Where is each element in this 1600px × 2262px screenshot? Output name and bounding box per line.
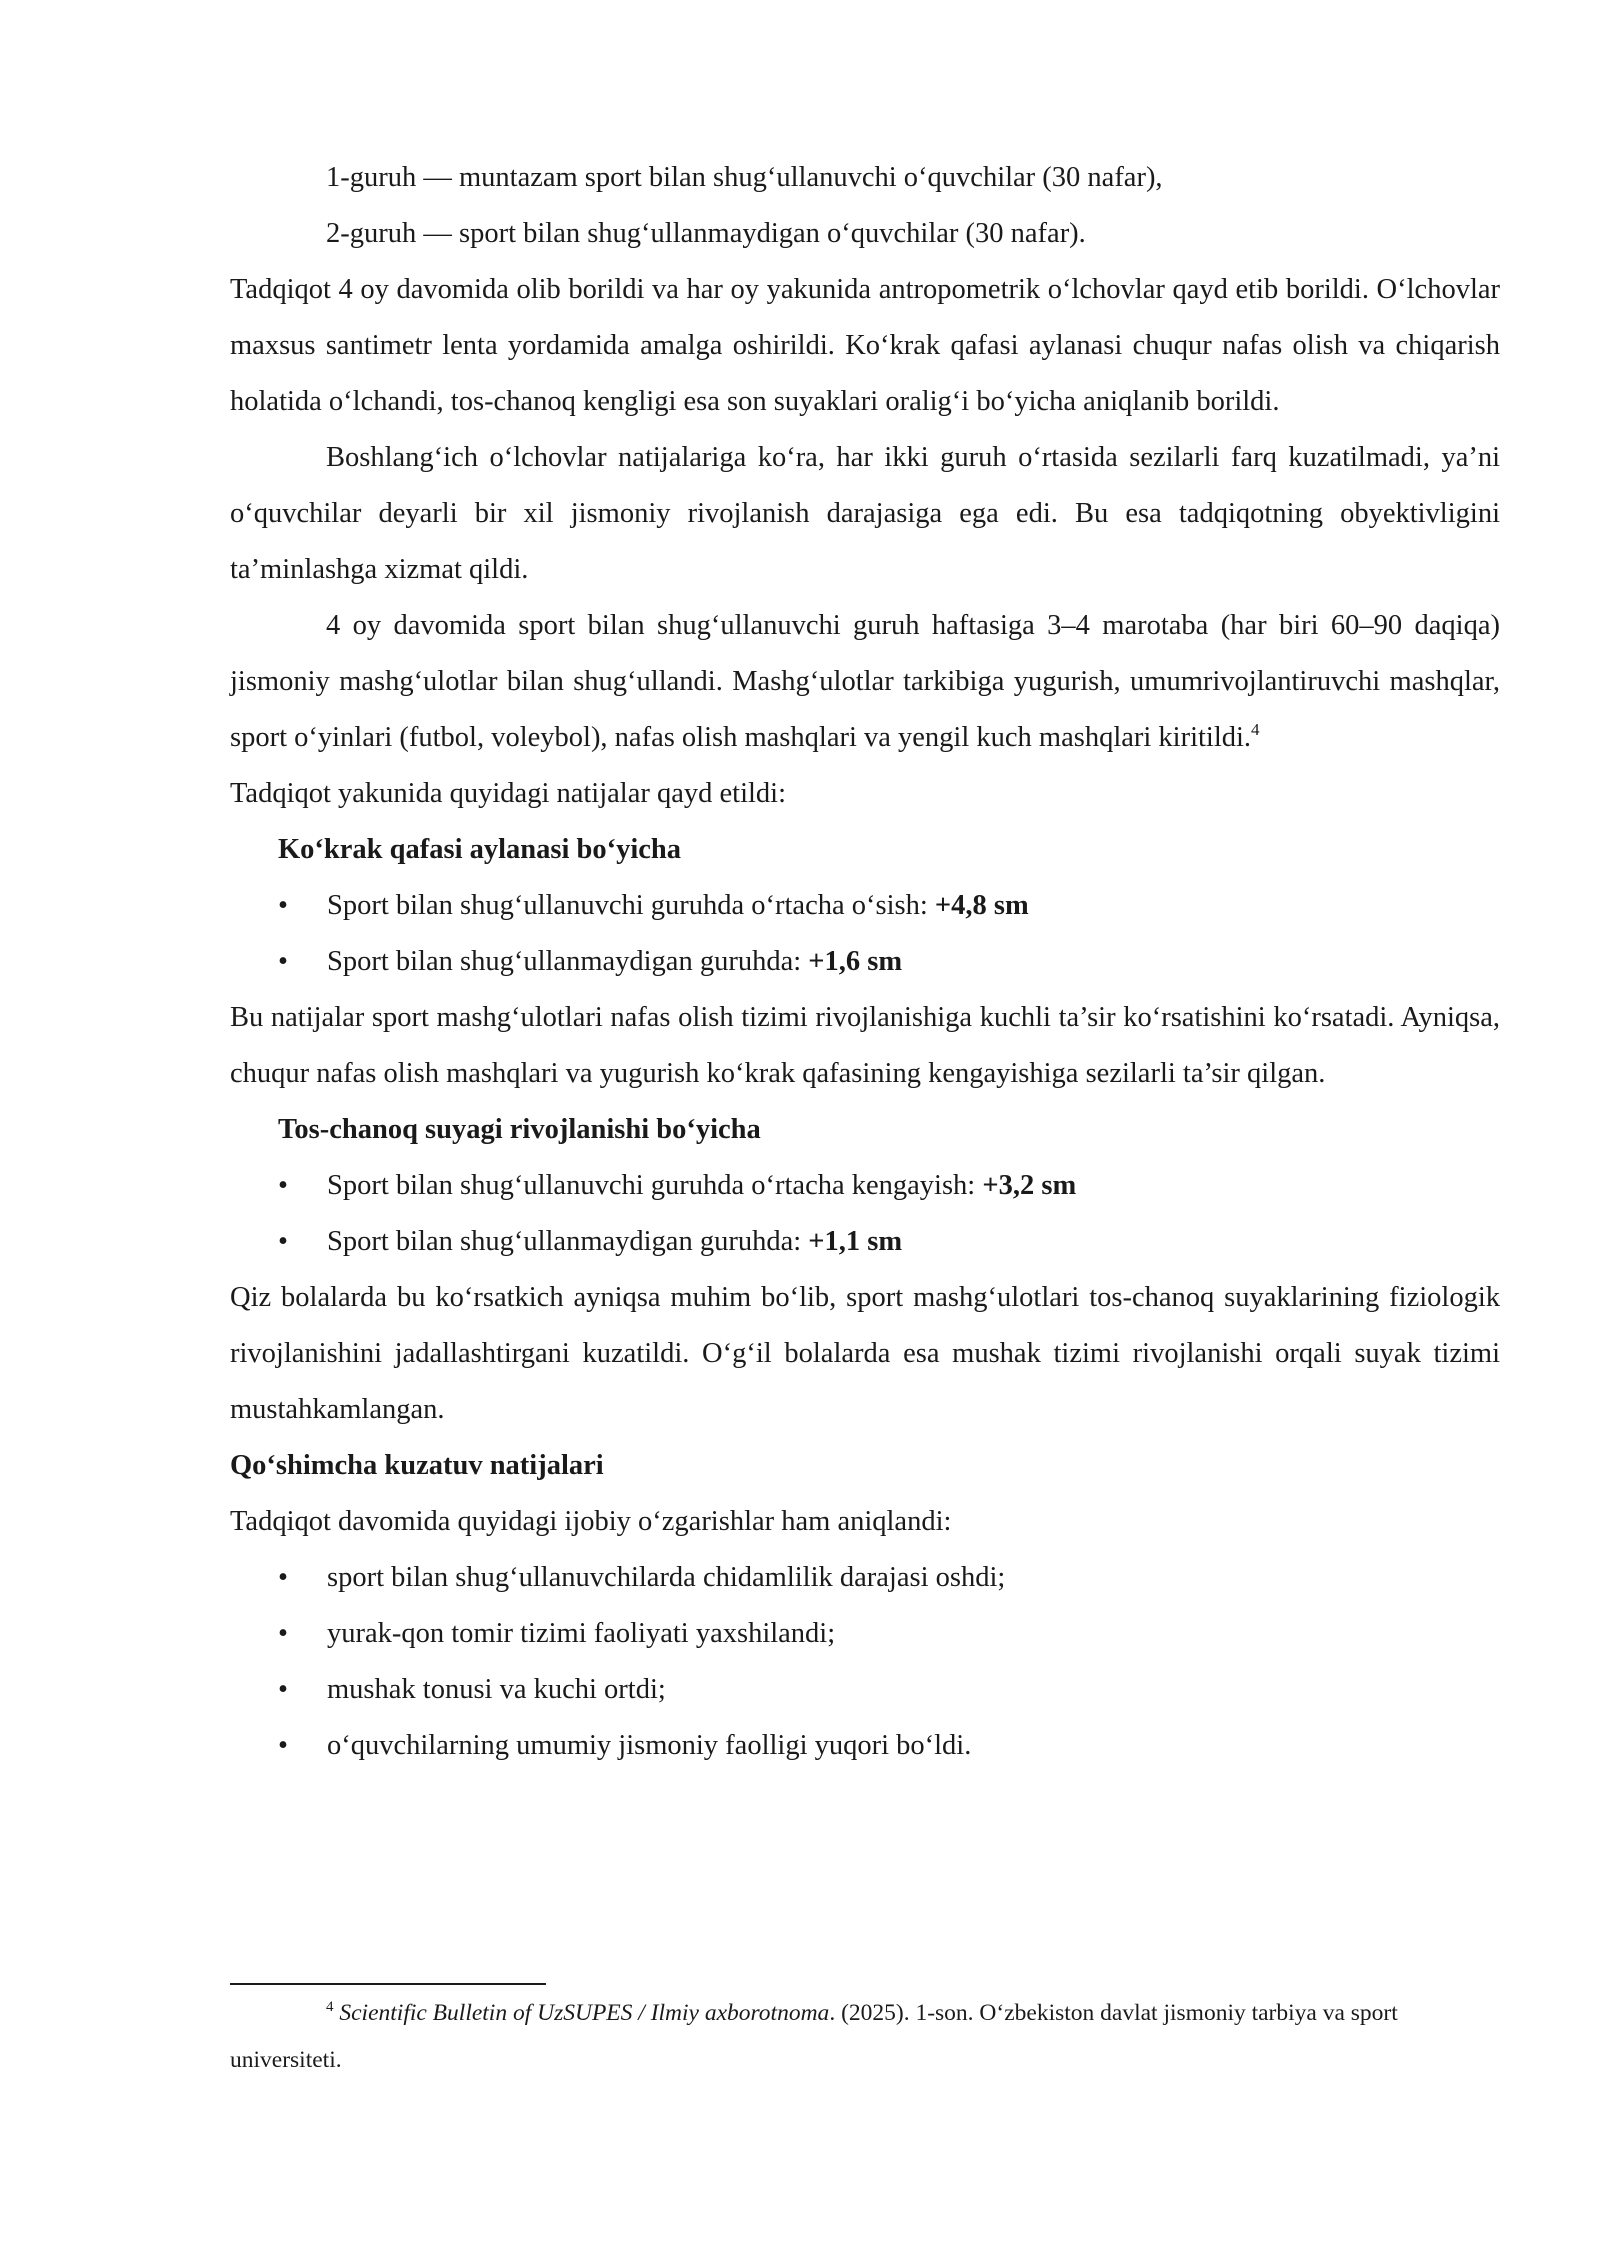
list-item-text: Sport bilan shug‘ullanmaydigan guruhda:: [327, 946, 809, 977]
bullet-icon: •: [278, 1170, 288, 1201]
chest-section-heading: Ko‘krak qafasi aylanasi bo‘yicha: [278, 834, 682, 865]
footnote: [230, 1990, 1500, 2084]
bullet-icon: •: [278, 946, 288, 977]
list-item: [230, 1662, 1500, 1718]
list-item-text: o‘quvchilarning umumiy jismoniy faolligi yuqori bo‘ldi.: [327, 1730, 972, 1761]
list-item-text: mushak tonusi va kuchi ortdi;: [327, 1674, 666, 1705]
list-item: [230, 878, 1500, 934]
bullet-icon: •: [278, 1562, 288, 1593]
bullet-icon: •: [278, 1618, 288, 1649]
extra-intro: Tadqiqot davomida quyidagi ijobiy o‘zgarishlar ham aniqlandi:: [230, 1506, 952, 1537]
paragraph-results-intro: Tadqiqot yakunida quyidagi natijalar qayd etildi:: [230, 778, 786, 809]
extra-section-heading: Qo‘shimcha kuzatuv natijalari: [230, 1450, 604, 1481]
chest-conclusion: Bu natijalar sport mashg‘ulotlari nafas olish tizimi rivojlanishiga kuchli ta’sir ko‘rsatishini ko‘rsatadi. Ayniqsa, chuqur nafas olish mashqlari va yugurish ko‘krak qafasining kengayishiga sezilarli ta’sir qilgan.: [230, 1002, 1500, 1089]
group-2-line: 2-guruh — sport bilan shug‘ullanmaydigan o‘quvchilar (30 nafar).: [326, 218, 1086, 249]
list-item-text: Sport bilan shug‘ullanuvchi guruhda o‘rtacha o‘sish:: [327, 890, 935, 921]
list-item-text: Sport bilan shug‘ullanuvchi guruhda o‘rtacha kengayish:: [327, 1170, 983, 1201]
paragraph-training: [230, 598, 1500, 766]
document-body: [230, 150, 1500, 1774]
pelvis-results-list: [230, 1158, 1500, 1270]
list-item: [230, 1158, 1500, 1214]
pelvis-conclusion: Qiz bolalarda bu ko‘rsatkich ayniqsa muhim bo‘lib, sport mashg‘ulotlari tos-chanoq suyaklarining fiziologik rivojlanishini jadallashtirgani kuzatildi. O‘g‘il bolalarda esa mushak tizimi rivojlanishi orqali suyak tizimi mustahkamlangan.: [230, 1282, 1500, 1425]
footnote-reference[interactable]: 4: [1251, 720, 1260, 739]
footnote-number: 4: [326, 1999, 334, 2015]
paragraph-training-text: 4 oy davomida sport bilan shug‘ullanuvchi guruh haftasiga 3–4 marotaba (har biri 60–90 daqiqa) jismoniy mashg‘ulotlar bilan shug‘ullandi. Mashg‘ulotlar tarkibiga yugurish, umumrivojlantiruvchi mashqlar, sport o‘yinlari (futbol, voleybol), nafas olish mashqlari va yengil kuch mashqlari kiritildi.: [230, 610, 1500, 753]
bullet-icon: •: [278, 1226, 288, 1257]
footnote-divider: [230, 1983, 546, 1985]
paragraph-study-method: Tadqiqot 4 oy davomida olib borildi va har oy yakunida antropometrik o‘lchovlar qayd etib borildi. O‘lchovlar maxsus santimetr lenta yordamida amalga oshirildi. Ko‘krak qafasi aylanasi chuqur nafas olish va chiqarish holatida o‘lchandi, tos-chanoq kengligi esa son suyaklari oralig‘i bo‘yicha aniqlanib borildi.: [230, 274, 1500, 417]
list-item: [230, 1718, 1500, 1774]
footnote-source-title: Scientific Bulletin of UzSUPES / Ilmiy axborotnoma: [339, 2000, 830, 2026]
list-item-value: +3,2 sm: [982, 1170, 1077, 1201]
group-1-line: 1-guruh — muntazam sport bilan shug‘ullanuvchi o‘quvchilar (30 nafar),: [326, 162, 1163, 193]
bullet-icon: •: [278, 1674, 288, 1705]
list-item: [230, 1606, 1500, 1662]
extra-results-list: [230, 1550, 1500, 1774]
list-item: [230, 1214, 1500, 1270]
bullet-icon: •: [278, 1730, 288, 1761]
footnote-source-details: . (2025). 1-son. O‘zbekiston davlat jismoniy tarbiya va sport universiteti.: [230, 2000, 1398, 2073]
list-item-text: sport bilan shug‘ullanuvchilarda chidamlilik darajasi oshdi;: [327, 1562, 1006, 1593]
list-item: [230, 1550, 1500, 1606]
paragraph-initial-measurements: Boshlang‘ich o‘lchovlar natijalariga ko‘ra, har ikki guruh o‘rtasida sezilarli farq kuzatilmadi, ya’ni o‘quvchilar deyarli bir xil jismoniy rivojlanish darajasiga ega edi. Bu esa tadqiqotning obyektivligini ta’minlashga xizmat qildi.: [230, 442, 1500, 585]
list-item-text: Sport bilan shug‘ullanmaydigan guruhda:: [327, 1226, 809, 1257]
chest-results-list: [230, 878, 1500, 990]
list-item-value: +1,6 sm: [808, 946, 903, 977]
list-item: [230, 934, 1500, 990]
pelvis-section-heading: Tos-chanoq suyagi rivojlanishi bo‘yicha: [278, 1114, 761, 1145]
bullet-icon: •: [278, 890, 288, 921]
list-item-text: yurak-qon tomir tizimi faoliyati yaxshilandi;: [327, 1618, 836, 1649]
list-item-value: +1,1 sm: [808, 1226, 903, 1257]
list-item-value: +4,8 sm: [934, 890, 1029, 921]
